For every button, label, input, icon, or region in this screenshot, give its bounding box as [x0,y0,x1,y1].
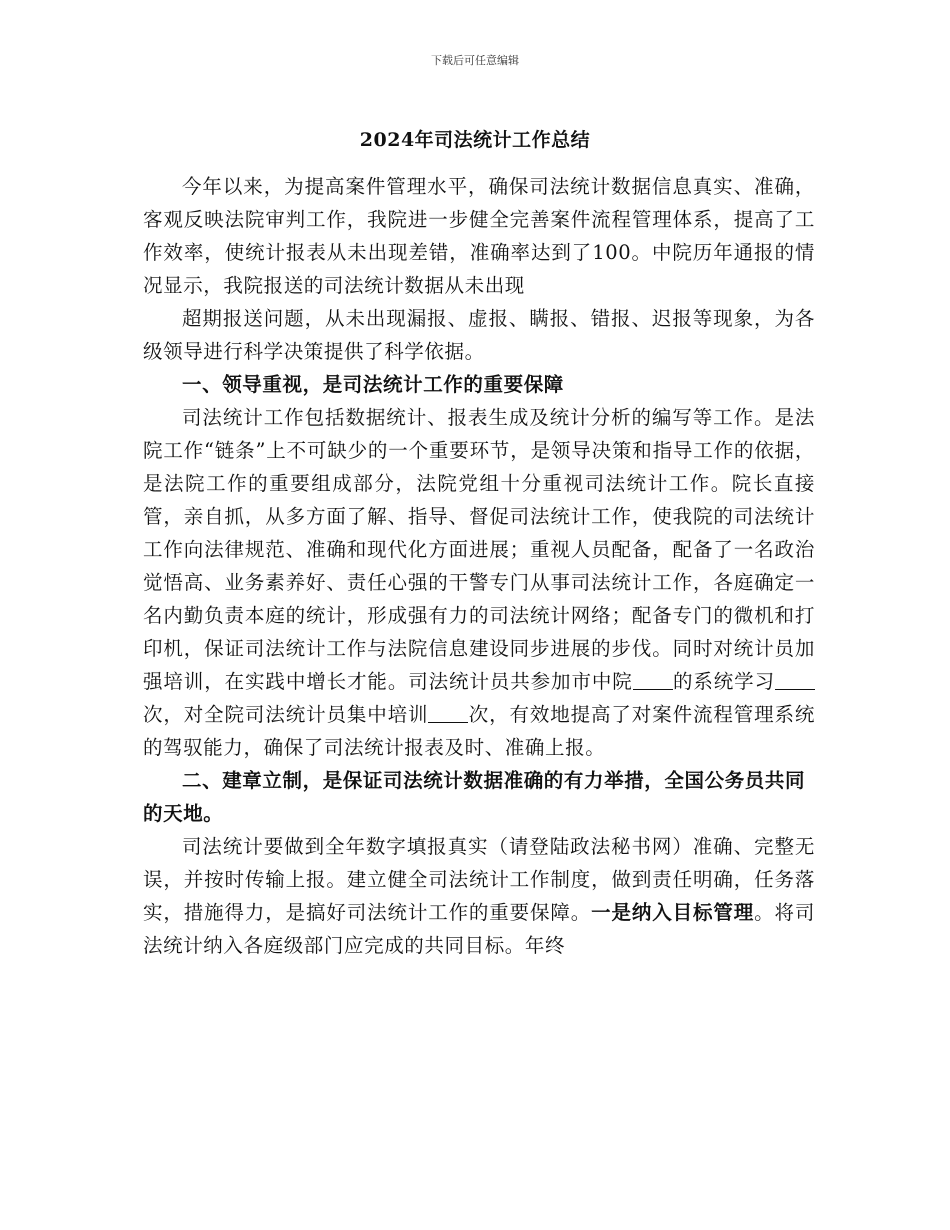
paragraph-intro-continued: 超期报送问题，从未出现漏报、虚报、瞒报、错报、迟报等现象，为各级领导进行科学决策提供了科学依据。 [143,307,815,363]
paragraph-intro: 今年以来，为提高案件管理水平，确保司法统计数据信息真实、准确，客观反映法院审判工作，我院进一步健全完善案件流程管理体系，提高了工作效率，使统计报表从未出现差错，准确率达到了100。中院历年通报的情况显示，我院报送的司法统计数据从未出现 [143,175,815,297]
header-note: 下载后可任意编辑 [431,54,519,67]
document-title: 2024年司法统计工作总结 [359,129,591,151]
section-heading-1: 一、领导重视，是司法统计工作的重要保障 [182,373,564,396]
text-run: 的系统学习 [672,670,775,693]
bold-run: 一是纳入目标管理 [591,901,755,924]
section-heading-2: 二、建章立制，是保证司法统计数据准确的有力举措，全国公务员共同的天地。 [143,769,806,825]
paragraph-section-1 [143,401,815,764]
text-run: 次，有效地提高了对案件流程管理系统的驾驭能力，确保了司法统计报表及时、准确上报。 [143,703,815,759]
document-body [143,170,815,962]
fill-blank [633,671,673,690]
text-run: 司法统计工作包括数据统计、报表生成及统计分析的编写等工作。是法院工作“链条”上不可缺少的一个重要环节，是领导决策和指导工作的依据，是法院工作的重要组成部分，法院党组十分重视司法统计工作。院长直接管，亲自抓，从多方面了解、指导、督促司法统计工作，使我院的司法统计工作向法律规范、准确和现代化方面进展；重视人员配备，配备了一名政治觉悟高、业务素养好、责任心强的干警专门从事司法统计工作，各庭确定一名内勤负责本庭的统计，形成强有力的司法统计网络；配备专门的微机和打印机，保证司法统计工作与法院信息建设同步进展的步伐。同时对统计员加强培训，在实践中增长才能。司法统计员共参加市中院 [143,406,815,693]
text-run: 司法统计要做到全年数字填报真实（请登陆政法秘书网）准确、完整无误，并按时传输上报。建立健全司法统计工作制度，做到责任明确，任务落实，措施得力，是搞好司法统计工作的重要保障。 [143,835,815,924]
text-run: 次，对全院司法统计员集中培训 [143,703,429,726]
fill-blank [775,671,815,690]
fill-blank [428,704,468,723]
text-run: 。将司法统计纳入各庭级部门应完成的共同目标。年终 [143,901,815,957]
paragraph-section-2 [143,830,815,962]
